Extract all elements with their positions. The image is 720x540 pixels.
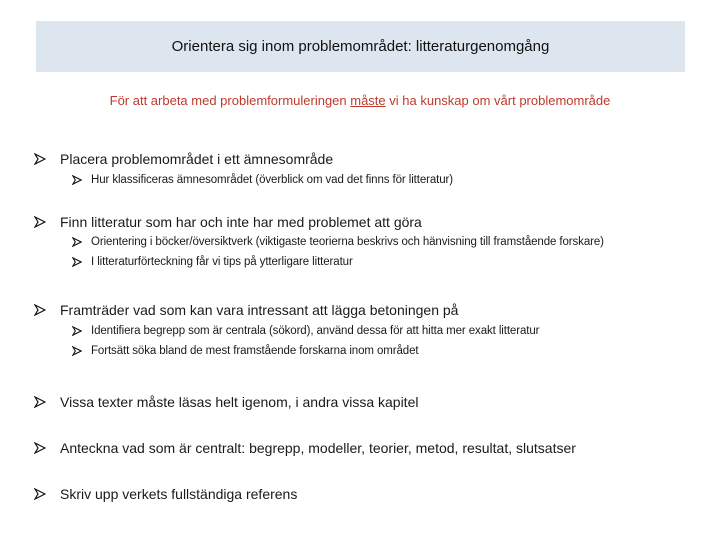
sub-bullet-item (72, 256, 353, 268)
bullet-item (34, 214, 422, 230)
bullet-item (34, 151, 333, 167)
bullet-text: Skriv upp verkets fullständiga referens (60, 486, 298, 502)
bullet-item (34, 394, 418, 410)
sub-bullet-text: Fortsätt söka bland de mest framstående forskarna inom området (91, 345, 419, 357)
arrow-bullet-icon (72, 175, 82, 185)
sub-bullet-item (72, 345, 418, 357)
subtitle-text-before: För att arbeta med problemformuleringen (109, 93, 351, 108)
subtitle-underlined-word: måste (350, 93, 386, 108)
sub-bullet-item (72, 174, 453, 186)
bullet-text: Finn litteratur som har och inte har med problemet att göra (60, 214, 422, 230)
slide-title-box (36, 21, 685, 72)
sub-bullet-text: Orientering i böcker/översiktverk (viktigaste teorierna beskrivs och hänvisning till framstående forskare) (91, 236, 604, 248)
arrow-bullet-icon (72, 326, 82, 336)
slide-subtitle (0, 93, 720, 108)
bullet-item (34, 486, 297, 502)
bullet-text: Placera problemområdet i ett ämnesområde (60, 151, 334, 167)
arrow-bullet-icon (72, 346, 82, 356)
subtitle-text-after: vi ha kunskap om vårt problemområde (385, 93, 611, 108)
arrow-bullet-icon (34, 442, 48, 454)
bullet-item (34, 440, 576, 456)
arrow-bullet-icon (72, 237, 82, 247)
sub-bullet-text: Identifiera begrepp som är centrala (sökord), använd dessa för att hitta mer exakt litteratur (91, 325, 540, 337)
arrow-bullet-icon (34, 396, 48, 408)
arrow-bullet-icon (34, 153, 48, 165)
bullet-text: Framträder vad som kan vara intressant att lägga betoningen på (60, 302, 459, 318)
arrow-bullet-icon (72, 257, 82, 267)
arrow-bullet-icon (34, 488, 48, 500)
sub-bullet-text: I litteraturförteckning får vi tips på ytterligare litteratur (91, 256, 353, 268)
arrow-bullet-icon (34, 304, 48, 316)
sub-bullet-item (72, 236, 604, 248)
slide-title: Orientera sig inom problemområdet: litteraturgenomgång (171, 38, 550, 55)
bullet-text: Vissa texter måste läsas helt igenom, i andra vissa kapitel (60, 394, 419, 410)
sub-bullet-item (72, 325, 539, 337)
sub-bullet-text: Hur klassificeras ämnesområdet (överblick om vad det finns för litteratur) (91, 174, 454, 186)
bullet-text: Anteckna vad som är centralt: begrepp, modeller, teorier, metod, resultat, slutsatser (60, 440, 576, 456)
bullet-item (34, 302, 458, 318)
arrow-bullet-icon (34, 216, 48, 228)
